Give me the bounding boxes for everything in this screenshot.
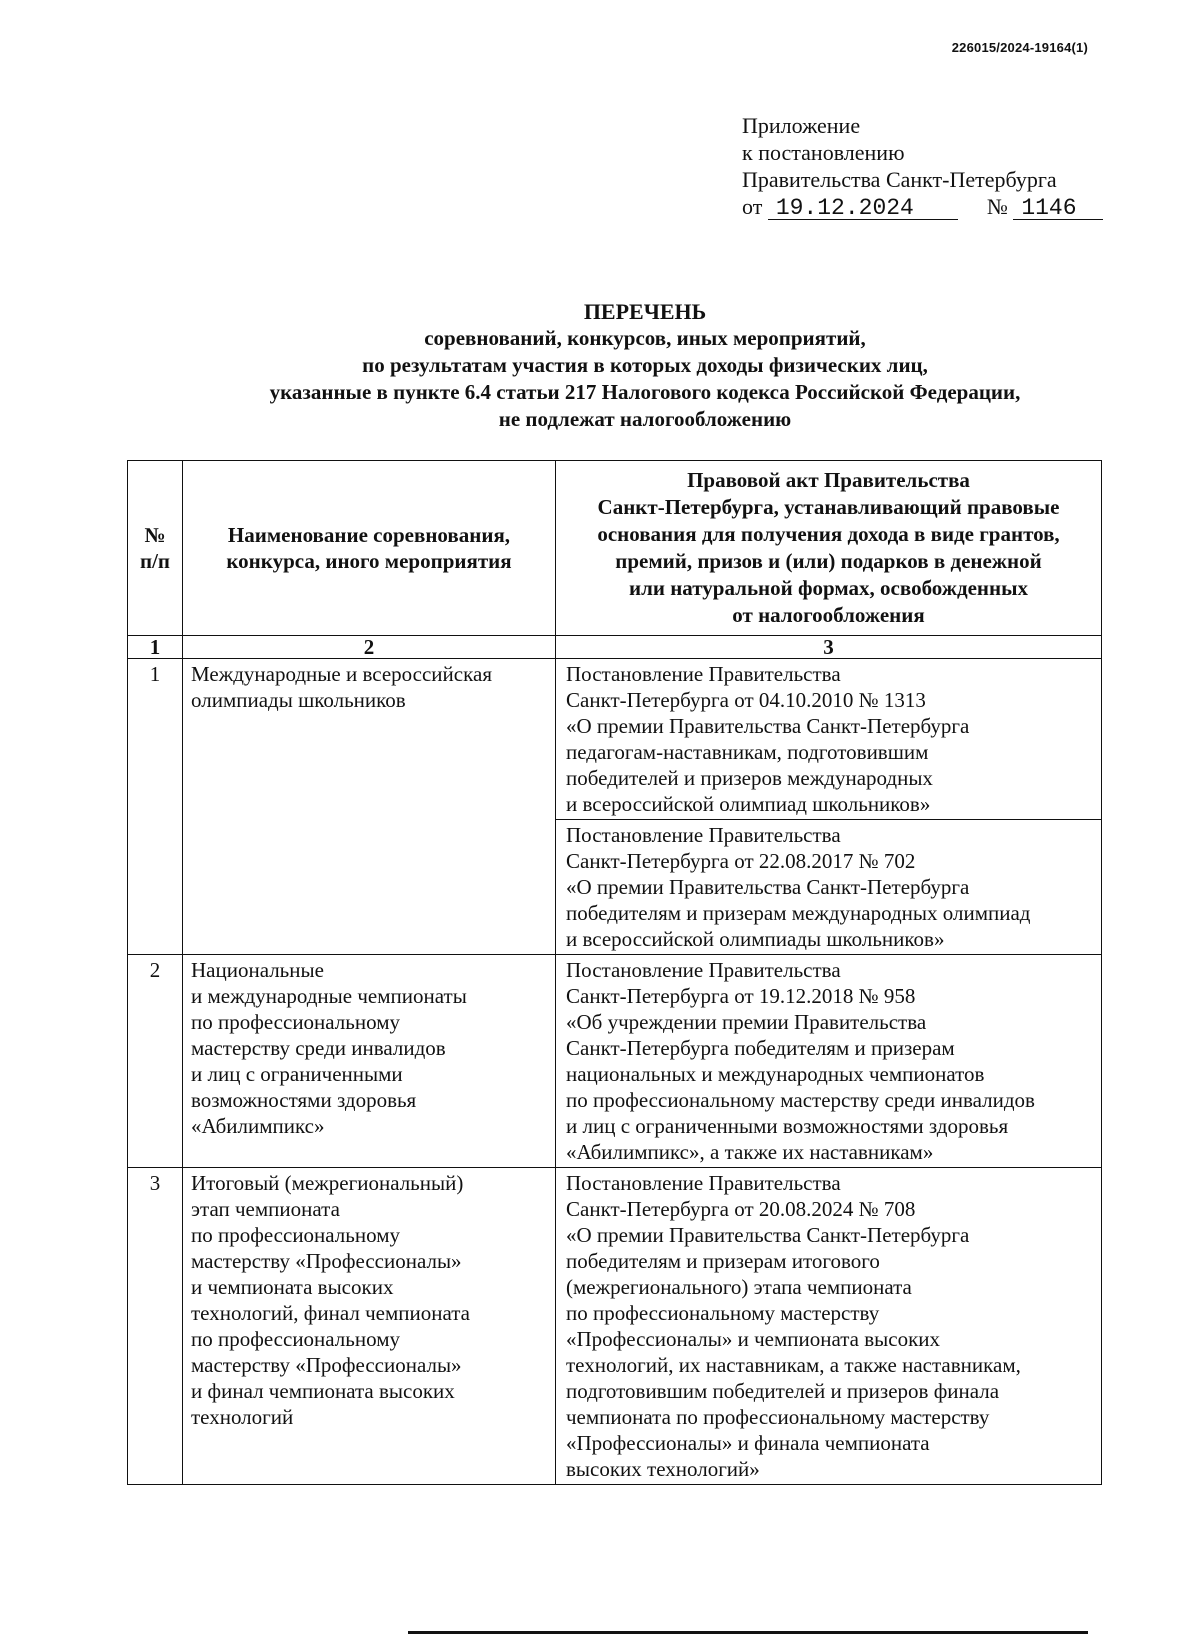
- row-number: 3: [128, 1168, 183, 1485]
- event-name: Национальные и международные чемпионаты по профессиональному мастерству среди инвалидов и лиц с ограниченными возможностями здоровья «Абилимпикс»: [183, 955, 556, 1168]
- column-number: 1: [128, 636, 183, 659]
- table-row: [128, 659, 1102, 820]
- legal-act: Постановление Правительства Санкт-Петербурга от 22.08.2017 № 702 «О премии Правительства Санкт-Петербурга победителям и призерам международных олимпиад и всероссийской олимпиады школьников»: [556, 820, 1102, 955]
- events-table: [127, 460, 1102, 1485]
- appendix-ref-line: к постановлению: [742, 140, 905, 165]
- document-registration-number: 226015/2024-19164(1): [951, 40, 1088, 55]
- column-number: 2: [183, 636, 556, 659]
- legal-act: Постановление Правительства Санкт-Петербурга от 20.08.2024 № 708 «О премии Правительства Санкт-Петербурга победителям и призерам итогового (межрегионального) этапа чемпионата по профессиональному мастерству «Профессионалы» и чемпионата высоких технологий, их наставникам, а также наставникам, подготовившим победителей и призеров финала чемпионата по профессиональному мастерству «Профессионалы» и финала чемпионата высоких технологий»: [556, 1168, 1102, 1485]
- header-legal-act: Правовой акт Правительства Санкт-Петербурга, устанавливающий правовые основания для получения дохода в виде грантов, премий, призов и (или) подарков в денежной или натуральной формах, освобожденных от налогообложения: [556, 461, 1102, 636]
- title-line-2: по результатам участия в которых доходы физических лиц,: [362, 353, 928, 377]
- header-number: № п/п: [128, 461, 183, 636]
- event-name: Международные и всероссийская олимпиады школьников: [183, 659, 556, 955]
- row-number: 2: [128, 955, 183, 1168]
- appendix-block: [742, 112, 1103, 220]
- document-title: [0, 298, 1200, 433]
- title-heading: ПЕРЕЧЕНЬ: [583, 299, 707, 324]
- appendix-issuer-line: Правительства Санкт-Петербурга: [742, 167, 1057, 192]
- appendix-date-line: [742, 193, 1103, 220]
- header-event-name: Наименование соревнования, конкурса, иного мероприятия: [183, 461, 556, 636]
- decree-number: 1146: [1013, 197, 1103, 220]
- number-label: №: [986, 194, 1008, 219]
- table-row: [128, 1168, 1102, 1485]
- row-number: 1: [128, 659, 183, 955]
- title-line-4: не подлежат налогообложению: [498, 407, 792, 431]
- event-name: Итоговый (межрегиональный) этап чемпионата по профессиональному мастерству «Профессионалы» и чемпионата высоких технологий, финал чемпионата по профессиональному мастерству «Профессионалы» и финал чемпионата высоких технологий: [183, 1168, 556, 1485]
- table-header-row: [128, 461, 1102, 636]
- legal-act: Постановление Правительства Санкт-Петербурга от 19.12.2018 № 958 «Об учреждении премии Правительства Санкт-Петербурга победителям и призерам национальных и международных чемпионатов по профессиональному мастерству среди инвалидов и лиц с ограниченными возможностями здоровья «Абилимпикс», а также их наставникам»: [556, 955, 1102, 1168]
- legal-act: Постановление Правительства Санкт-Петербурга от 04.10.2010 № 1313 «О премии Правительства Санкт-Петербурга педагогам-наставникам, подготовившим победителей и призеров международных и всероссийской олимпиад школьников»: [556, 659, 1102, 820]
- table-row: [128, 955, 1102, 1168]
- title-line-3: указанные в пункте 6.4 статьи 217 Налогового кодекса Российской Федерации,: [269, 380, 1021, 404]
- appendix-label: Приложение: [742, 113, 861, 138]
- column-number: 3: [556, 636, 1102, 659]
- column-number-row: [128, 636, 1102, 659]
- title-line-1: соревнований, конкурсов, иных мероприятий,: [424, 326, 866, 350]
- decree-date: 19.12.2024: [768, 197, 958, 220]
- from-label: от: [742, 194, 763, 219]
